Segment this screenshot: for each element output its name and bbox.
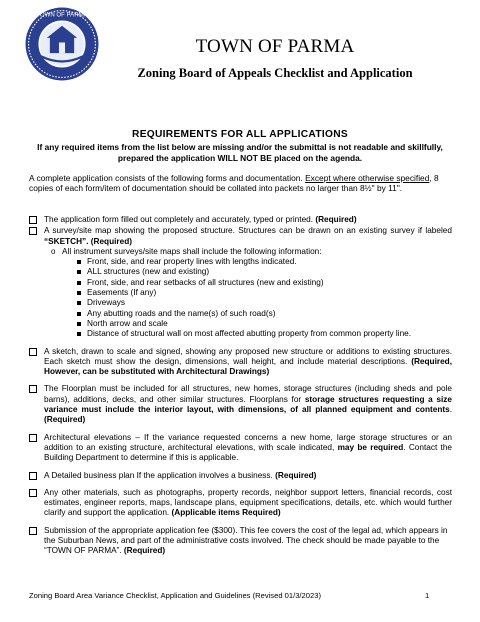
list-item (29, 309, 452, 319)
intro-underlined: Except where otherwise specified (305, 173, 430, 183)
list-item (29, 278, 452, 288)
item-emphasis: may be required (337, 442, 404, 452)
list-item (29, 298, 452, 308)
list-item (29, 329, 452, 339)
item-required: (Applicable items Required) (171, 508, 281, 518)
checkbox[interactable] (29, 348, 37, 356)
checkbox[interactable] (29, 216, 37, 224)
item-required: (Required, However, can be substituted with Architectural Drawings) (44, 356, 452, 377)
bullet-text: Distance of structural wall on most affected abutting property from common property line. (87, 329, 412, 339)
checklist-item-other-materials (29, 488, 452, 519)
item-emphasis: storage structures requesting a size variance must include the interior layout, with dimensions, of all planned equipment and contents (44, 394, 452, 415)
item-text: A sketch, drawn to scale and signed, showing any proposed new structure or additions to existing structures. Each sketch must show the design, dimensions, wall height, and include material descriptions. (44, 346, 452, 366)
page-title: TOWN OF PARMA (195, 36, 355, 57)
square-bullet-icon (77, 291, 81, 295)
town-seal-logo (24, 6, 100, 82)
list-item (29, 288, 452, 298)
checklist-item-application-form (29, 215, 452, 225)
page-subtitle: Zoning Board of Appeals Checklist and Application (137, 66, 413, 80)
requirements-checklist (29, 215, 452, 557)
item-required: (Required) (275, 470, 317, 480)
checkbox[interactable] (29, 227, 37, 235)
item-required: “SKETCH”. (Required) (44, 236, 133, 246)
item-required: (Required) (315, 215, 357, 224)
square-bullet-icon (77, 270, 81, 274)
bullet-text: ALL structures (new and existing) (87, 267, 210, 277)
checkbox[interactable] (29, 527, 37, 535)
page-number: 1 (425, 591, 430, 600)
svg-text:TOWN OF PARMA: TOWN OF PARMA (36, 11, 88, 19)
checkbox[interactable] (29, 434, 37, 442)
checkbox[interactable] (29, 489, 37, 497)
item-text: A Detailed business plan If the application involves a business. (44, 470, 276, 480)
bullet-text: Easements (If any) (87, 288, 157, 298)
item-text-end: . Contact the Building Department to determine if this is applicable. (44, 442, 453, 463)
bullet-text: North arrow and scale (87, 318, 168, 328)
square-bullet-icon (77, 301, 81, 305)
bullet-text: Front, side, and rear property lines with lengths indicated. (87, 257, 297, 267)
bullet-text: Front, side, and rear setbacks of all structures (new and existing) (87, 277, 324, 287)
survey-subitem (29, 247, 452, 257)
checklist-item-business-plan (29, 471, 452, 481)
checklist-item-elevations (29, 433, 452, 464)
item-text: Submission of the appropriate application fee ($300). This fee covers the cost of the legal ad, which appears in the Suburban News, and part of the administrative costs involved. The check should be made payable to the “TOWN OF PARMA”. (44, 525, 448, 556)
square-bullet-icon (77, 322, 81, 326)
requirements-note: If any required items from the list below are missing and/or the submittal is not readable and skillfully, prepared the application WILL NOT BE placed on the agenda. (37, 142, 443, 163)
item-text: The application form filled out completely and accurately, typed or printed. (44, 215, 316, 224)
bullet-text: Driveways (87, 298, 126, 308)
item-text: The Floorplan must be included for all structures, new homes, storage structures (including sheds and pole barns), additions, decks, and other similar structures. Floorplans for (44, 384, 452, 404)
checklist-item-floorplan (29, 384, 452, 425)
intro-text-1: A complete application consists of the following forms and documentation. (29, 173, 306, 183)
requirements-heading: REQUIREMENTS FOR ALL APPLICATIONS (132, 129, 348, 140)
subitem-text: All instrument surveys/site maps shall include the following information: (62, 246, 322, 256)
list-item (29, 257, 452, 267)
footer-text: Zoning Board Area Variance Checklist, Application and Guidelines (Revised 01/3/2023) (29, 591, 321, 600)
list-item (29, 319, 452, 329)
intro-paragraph (29, 173, 451, 194)
checkbox[interactable] (29, 472, 37, 480)
square-bullet-icon (77, 260, 81, 264)
item-text: A survey/site map showing the proposed structure. Structures can be drawn on an existing survey if labeled (44, 226, 452, 236)
square-bullet-icon (77, 281, 81, 285)
intro-text-2: , 8 copies of each form/item of documentation should be collated into packets no larger than 8½" by 11". (29, 173, 439, 194)
list-item (29, 267, 452, 277)
square-bullet-icon (77, 332, 81, 336)
item-text-end: . (449, 405, 452, 415)
item-text: Architectural elevations – If the variance requested concerns a new home, large storage structures or an addition to an existing structure, architectural elevations, with scale indicated, (44, 432, 452, 452)
item-text: Any other materials, such as photographs, property records, neighbor support letters, financial records, cost estimates, engineer reports, maps, landscape plans, equipment specifications, details, etc. which would further clarify and support the application. (44, 487, 452, 518)
square-bullet-icon (77, 312, 81, 316)
survey-bullets (29, 257, 452, 339)
circle-bullet-icon: o (51, 246, 56, 256)
bullet-text: Any abutting roads and the name(s) of such road(s) (87, 308, 276, 318)
checklist-item-sketch (29, 347, 452, 378)
checklist-item-survey (29, 226, 452, 247)
checkbox[interactable] (29, 385, 37, 393)
checklist-item-fee (29, 526, 452, 557)
item-required: (Required) (123, 546, 166, 556)
item-required: (Required) (44, 415, 86, 425)
